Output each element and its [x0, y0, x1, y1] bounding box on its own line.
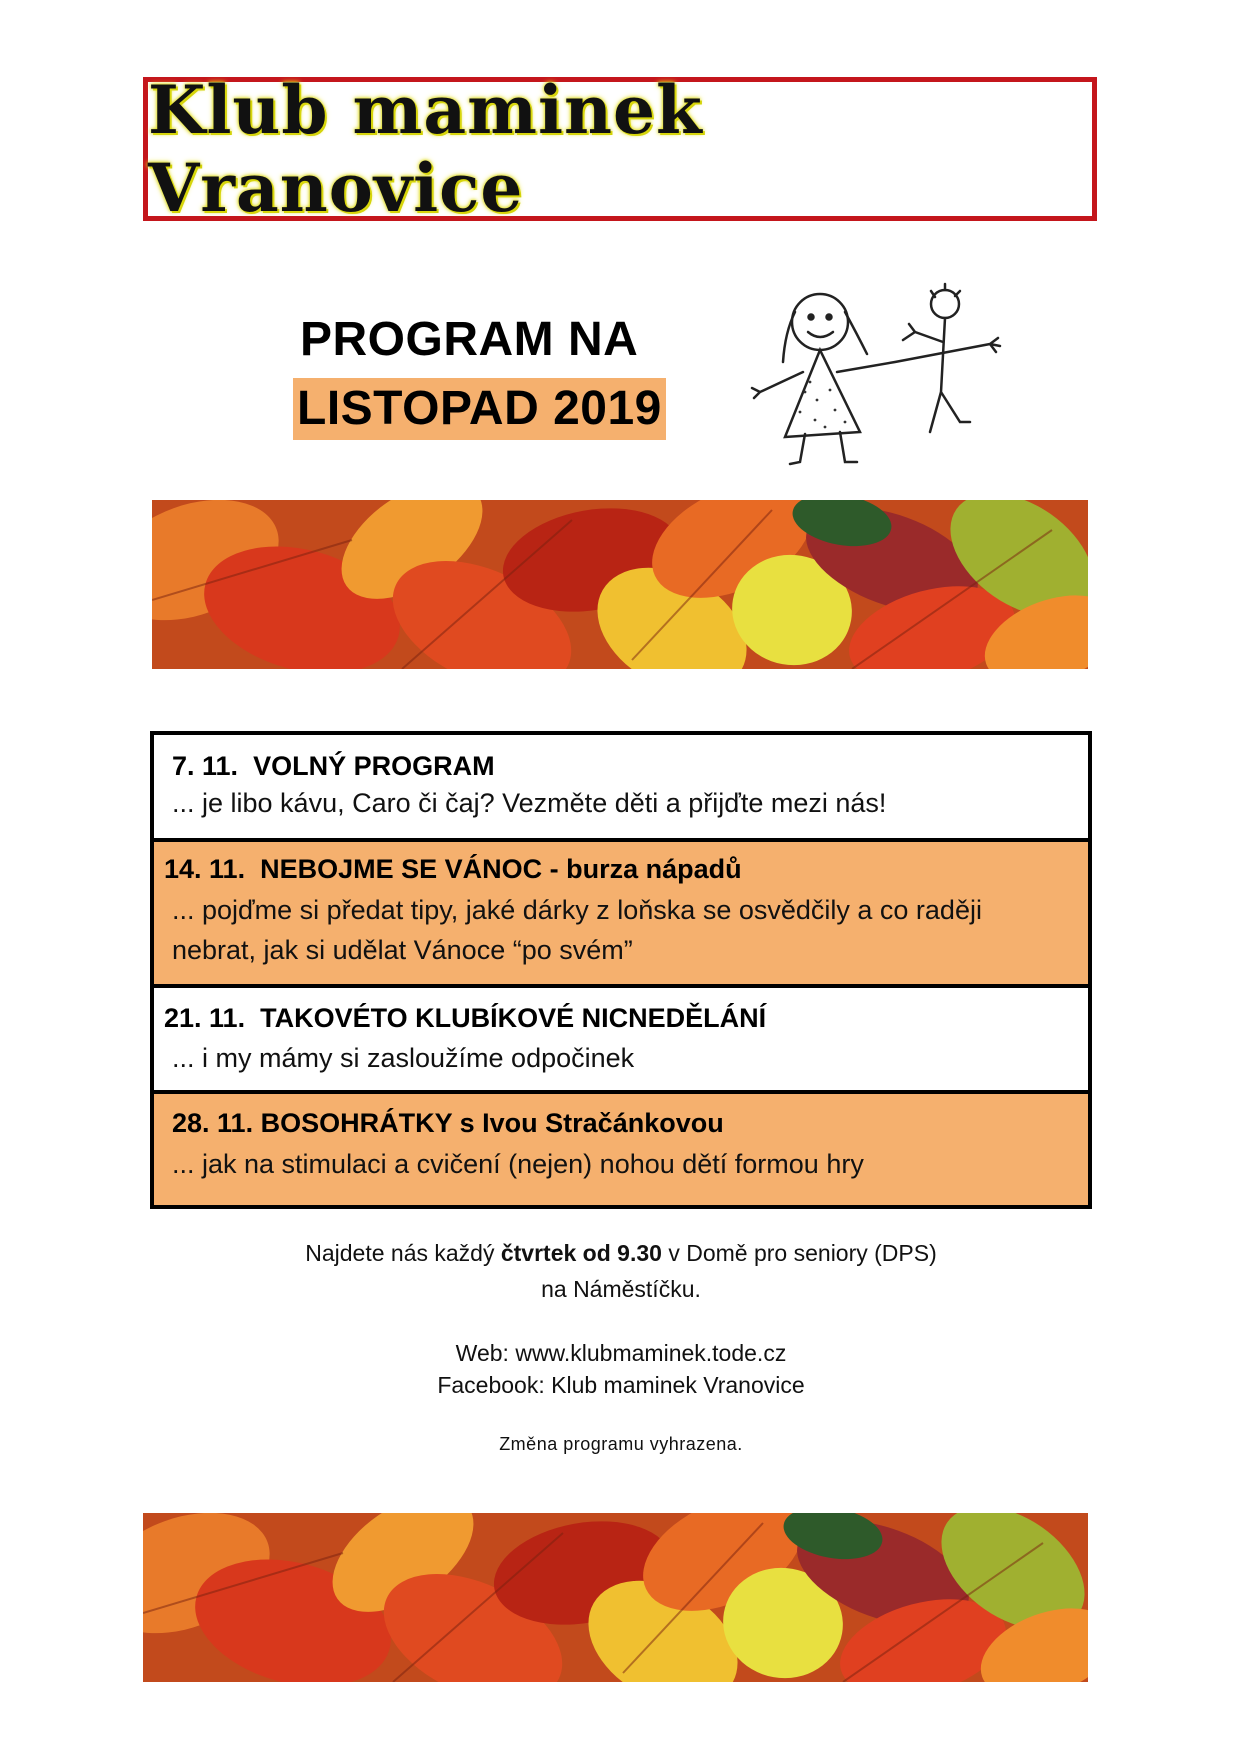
event-title: NEBOJME SE VÁNOC - burza nápadů	[260, 854, 742, 884]
schedule-row	[154, 1094, 1088, 1205]
event-description: ... i my mámy si zasloužíme odpočinek	[172, 1043, 635, 1073]
schedule-table	[150, 731, 1092, 1209]
meeting-info	[0, 1240, 1242, 1267]
event-date: 7. 11.	[172, 751, 239, 781]
schedule-row	[154, 988, 1088, 1090]
event-date: 21. 11.	[164, 1003, 246, 1033]
meeting-place: v Domě pro seniory (DPS)	[661, 1240, 937, 1266]
meeting-time: čtvrtek od 9.30	[500, 1240, 662, 1266]
event-date: 14. 11.	[164, 854, 246, 884]
event-description: ... je libo kávu, Caro či čaj? Vezměte děti a přijďte mezi nás!	[172, 788, 887, 818]
program-heading: PROGRAM NA	[300, 313, 639, 366]
title-frame	[143, 71, 1097, 227]
web-link[interactable]: Web: www.klubmaminek.tode.cz	[455, 1340, 787, 1366]
event-description: ... jak na stimulaci a cvičení (nejen) nohou dětí formou hry	[172, 1149, 864, 1179]
facebook-link[interactable]: Facebook: Klub maminek Vranovice	[437, 1372, 805, 1398]
meeting-location: na Náměstíčku.	[541, 1276, 701, 1302]
event-title: BOSOHRÁTKY s Ivou Stračánkovou	[260, 1108, 724, 1138]
autumn-leaves-banner-bottom	[143, 1513, 1088, 1682]
change-note: Změna programu vyhrazena.	[499, 1434, 743, 1454]
event-title: VOLNÝ PROGRAM	[253, 751, 495, 781]
event-title: TAKOVÉTO KLUBÍKOVÉ NICNEDĚLÁNÍ	[260, 1003, 767, 1033]
club-title: Klub maminek Vranovice	[148, 71, 703, 227]
child-drawing-illustration	[745, 282, 1025, 472]
schedule-row	[154, 842, 1088, 984]
program-month: LISTOPAD 2019	[293, 378, 666, 440]
autumn-leaves-banner-top	[152, 500, 1088, 669]
event-date: 28. 11.	[172, 1108, 254, 1138]
event-description: ... pojďme si předat tipy, jaké dárky z loňska se osvědčily a co raději nebrat, jak si udělat Vánoce “po svém”	[172, 895, 982, 965]
meeting-text-pre: Najdete nás každý	[305, 1240, 501, 1266]
schedule-row	[154, 735, 1088, 838]
